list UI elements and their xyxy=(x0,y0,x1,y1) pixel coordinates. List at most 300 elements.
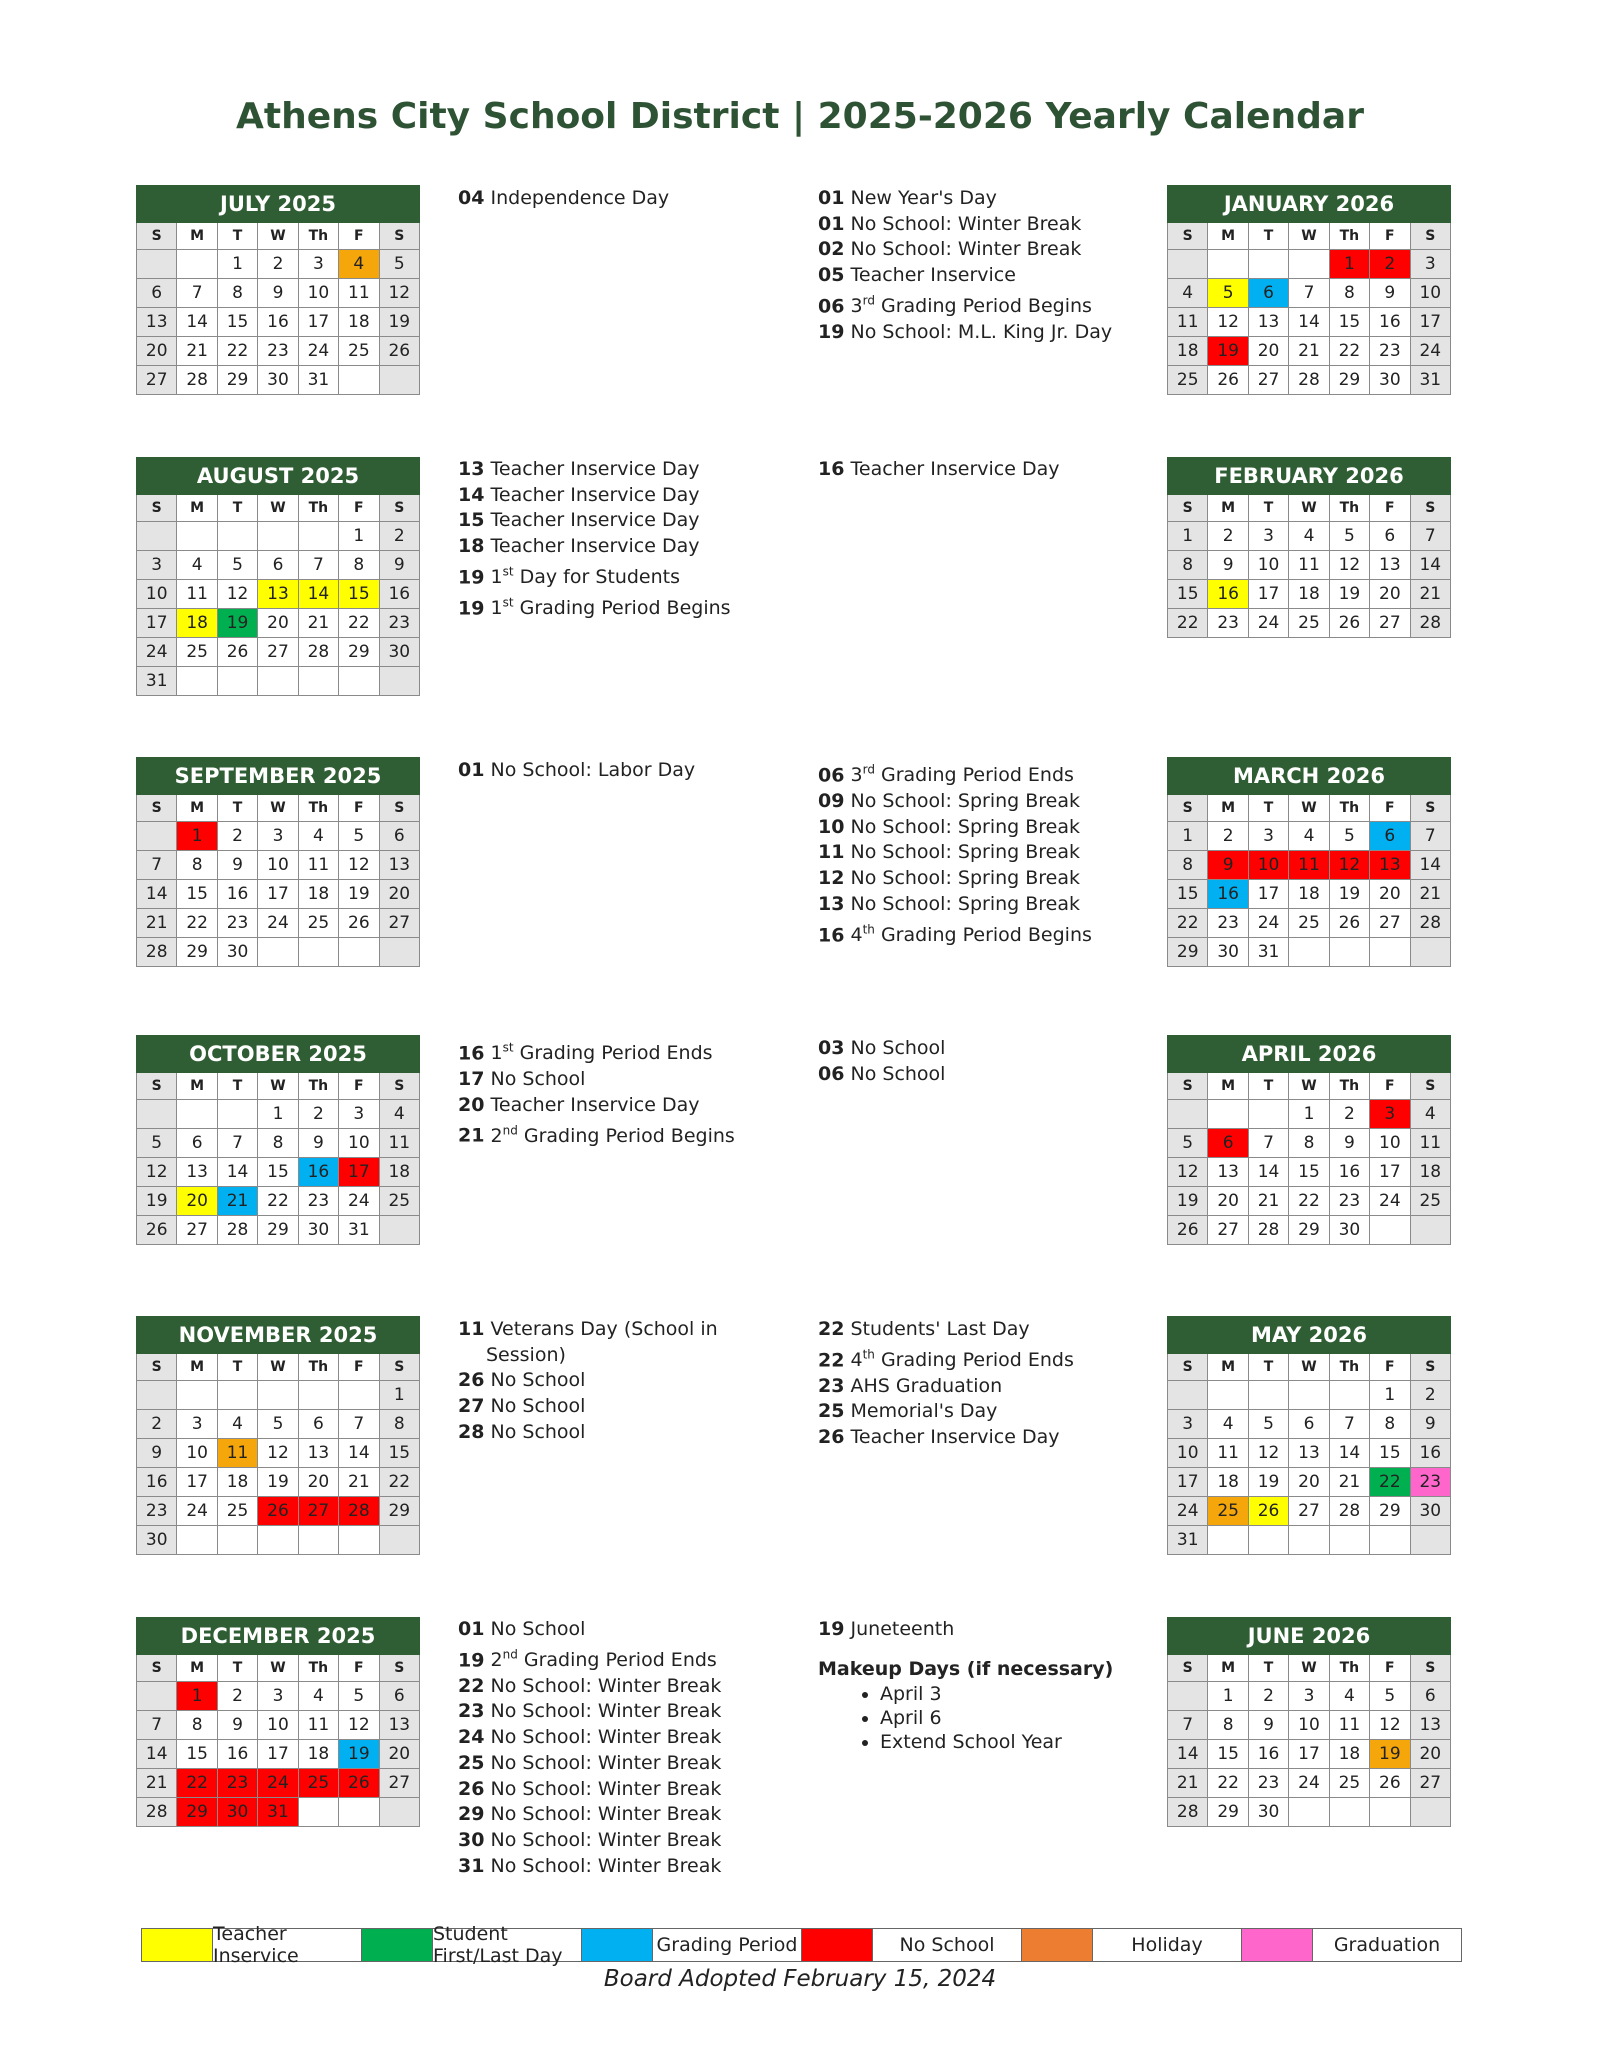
legend-label-grading-period: Grading Period xyxy=(653,1929,802,1961)
calendar-empty-cell xyxy=(1168,1682,1208,1711)
month-title: DECEMBER 2025 xyxy=(137,1618,420,1655)
calendar-day: 5 xyxy=(258,1410,298,1439)
calendar-day: 28 xyxy=(137,938,177,967)
calendar-empty-cell xyxy=(1329,938,1369,967)
weekday-header: W xyxy=(258,223,298,250)
calendar-day: 11 xyxy=(1329,1711,1369,1740)
calendar-empty-cell xyxy=(1370,1216,1410,1245)
calendar-empty-cell xyxy=(217,1100,257,1129)
event-date: 26 xyxy=(458,1369,485,1392)
calendar-empty-cell xyxy=(1208,1526,1248,1555)
event-text: New Year's Day xyxy=(850,187,997,209)
event-item xyxy=(458,1036,735,1067)
legend-label-graduation: Graduation xyxy=(1333,1934,1441,1956)
calendar-day: 19 xyxy=(339,880,379,909)
calendar-day: 5 xyxy=(339,1682,379,1711)
makeup-day-item: • April 6 xyxy=(880,1706,1113,1730)
calendar-empty-cell xyxy=(298,1526,338,1555)
calendar-day: 14 xyxy=(137,880,177,909)
calendar-day: 26 xyxy=(1248,1497,1288,1526)
calendar-day: 24 xyxy=(1289,1769,1329,1798)
calendar-day: 21 xyxy=(1329,1468,1369,1497)
calendar-day: 10 xyxy=(137,580,177,609)
calendar-day: 18 xyxy=(379,1158,419,1187)
calendar-day: 2 xyxy=(298,1100,338,1129)
calendar-day: 5 xyxy=(1248,1410,1288,1439)
legend-swatch-no-school xyxy=(802,1929,873,1961)
event-item xyxy=(818,815,1092,841)
event-date: 25 xyxy=(818,1400,845,1423)
calendar-day: 21 xyxy=(1410,880,1450,909)
event-text: No School: Winter Break xyxy=(490,1854,722,1877)
events-april xyxy=(818,1036,945,1087)
event-date: 06 xyxy=(818,764,845,787)
calendar-day: 7 xyxy=(1289,279,1329,308)
calendar-day: 13 xyxy=(1410,1711,1450,1740)
calendar-day: 10 xyxy=(258,851,298,880)
event-item xyxy=(458,1394,718,1420)
calendar-day: 31 xyxy=(1168,1526,1208,1555)
calendar-day: 17 xyxy=(1410,308,1450,337)
event-date: 19 xyxy=(818,1618,845,1640)
calendar-day: 21 xyxy=(1168,1769,1208,1798)
calendar-day: 11 xyxy=(1289,851,1329,880)
events-august xyxy=(458,457,731,622)
calendar-day: 6 xyxy=(1410,1682,1450,1711)
event-date: 14 xyxy=(458,483,485,506)
calendar-empty-cell xyxy=(339,938,379,967)
calendar-day: 26 xyxy=(258,1497,298,1526)
event-item xyxy=(818,1317,1074,1343)
calendar-day: 9 xyxy=(1248,1711,1288,1740)
calendar-empty-cell xyxy=(1168,1381,1208,1410)
calendar-day: 3 xyxy=(1248,522,1288,551)
event-date: 19 xyxy=(458,597,485,620)
calendar-day: 22 xyxy=(379,1468,419,1497)
event-item xyxy=(818,1425,1074,1451)
calendar-day: 15 xyxy=(177,880,217,909)
calendar-day: 12 xyxy=(217,580,257,609)
calendar-day: 30 xyxy=(258,366,298,395)
event-item xyxy=(458,1317,718,1343)
calendar-empty-cell xyxy=(258,1381,298,1410)
calendar-day: 8 xyxy=(177,1711,217,1740)
weekday-header: S xyxy=(379,1073,419,1100)
calendar-day: 9 xyxy=(1208,851,1248,880)
calendar-day: 8 xyxy=(1208,1711,1248,1740)
calendar-empty-cell xyxy=(1289,1381,1329,1410)
calendar-empty-cell xyxy=(298,522,338,551)
calendar-empty-cell xyxy=(1410,1798,1450,1827)
event-text: Teacher Inservice Day xyxy=(850,458,1060,480)
weekday-header: M xyxy=(1208,1655,1248,1682)
calendar-day: 17 xyxy=(1370,1158,1410,1187)
calendar-day: 30 xyxy=(298,1216,338,1245)
calendar-day: 3 xyxy=(258,1682,298,1711)
event-text: No School: Winter Break xyxy=(850,238,1082,261)
event-date: 04 xyxy=(458,187,485,209)
calendar-day: 16 xyxy=(379,580,419,609)
calendar-empty-cell xyxy=(177,1526,217,1555)
event-item xyxy=(458,1368,718,1394)
weekday-header: Th xyxy=(1329,1655,1369,1682)
event-text: Teacher Inservice Day xyxy=(490,509,700,532)
calendar-empty-cell xyxy=(1410,1216,1450,1245)
event-date: 23 xyxy=(458,1700,485,1723)
event-date: 10 xyxy=(818,815,845,838)
calendar-empty-cell xyxy=(1248,1100,1288,1129)
calendar-day: 9 xyxy=(137,1439,177,1468)
weekday-header: M xyxy=(177,495,217,522)
calendar-empty-cell xyxy=(137,822,177,851)
calendar-day: 8 xyxy=(1329,279,1369,308)
calendar-day: 2 xyxy=(1370,250,1410,279)
calendar-day: 30 xyxy=(379,638,419,667)
weekday-header: S xyxy=(379,1655,419,1682)
calendar-day: 14 xyxy=(1168,1740,1208,1769)
calendar-day: 25 xyxy=(1289,909,1329,938)
calendar-day: 25 xyxy=(298,1769,338,1798)
calendar-day: 18 xyxy=(177,609,217,638)
weekday-header: S xyxy=(1410,223,1450,250)
event-item xyxy=(458,1343,718,1369)
calendar-empty-cell xyxy=(339,1381,379,1410)
calendar-empty-cell xyxy=(217,667,257,696)
calendar-day: 6 xyxy=(1370,522,1410,551)
event-text: No School: Spring Break xyxy=(850,790,1081,813)
weekday-header: T xyxy=(1248,1073,1288,1100)
calendar-day: 19 xyxy=(217,609,257,638)
calendar-empty-cell xyxy=(177,667,217,696)
calendar-day: 9 xyxy=(1329,1129,1369,1158)
calendar-day: 24 xyxy=(137,638,177,667)
events-july xyxy=(458,186,669,212)
calendar-day: 11 xyxy=(1289,551,1329,580)
event-item xyxy=(458,1751,721,1777)
event-date: 17 xyxy=(458,1068,485,1091)
calendar-day: 23 xyxy=(258,337,298,366)
calendar-day: 12 xyxy=(1329,551,1369,580)
calendar-empty-cell xyxy=(1329,1798,1369,1827)
calendar-day: 22 xyxy=(1168,609,1208,638)
calendar-day: 14 xyxy=(1410,551,1450,580)
event-text: Teacher Inservice Day xyxy=(490,535,700,558)
event-text: No School: Winter Break xyxy=(490,1726,722,1749)
calendar-empty-cell xyxy=(1289,938,1329,967)
calendar-day: 20 xyxy=(1208,1187,1248,1216)
calendar-day: 1 xyxy=(1168,822,1208,851)
calendar-day: 23 xyxy=(1410,1468,1450,1497)
weekday-header: S xyxy=(1168,1073,1208,1100)
calendar-day: 29 xyxy=(258,1216,298,1245)
weekday-header: T xyxy=(1248,795,1288,822)
event-item xyxy=(458,1699,721,1725)
event-item xyxy=(458,508,731,534)
weekday-header: W xyxy=(258,1655,298,1682)
calendar-empty-cell xyxy=(177,250,217,279)
calendar-day: 28 xyxy=(339,1497,379,1526)
calendar-empty-cell xyxy=(1329,1526,1369,1555)
weekday-header: S xyxy=(1168,495,1208,522)
calendar-empty-cell xyxy=(1370,938,1410,967)
calendar-day: 25 xyxy=(298,909,338,938)
calendar-day: 3 xyxy=(258,822,298,851)
calendar-day: 16 xyxy=(1370,308,1410,337)
calendar-day: 6 xyxy=(1248,279,1288,308)
event-date: 06 xyxy=(818,295,845,318)
calendar-day: 4 xyxy=(1329,1682,1369,1711)
calendar-day: 22 xyxy=(177,1769,217,1798)
event-text: 4th Grading Period Begins xyxy=(850,922,1092,946)
event-text: 2nd Grading Period Ends xyxy=(490,1647,717,1672)
calendar-day: 27 xyxy=(177,1216,217,1245)
event-text: 3rd Grading Period Ends xyxy=(850,763,1074,787)
calendar-empty-cell xyxy=(379,1526,419,1555)
event-text: No School: Winter Break xyxy=(490,1674,722,1697)
calendar-day: 27 xyxy=(298,1497,338,1526)
calendar-day: 21 xyxy=(298,609,338,638)
calendar-empty-cell xyxy=(1289,1526,1329,1555)
calendar-day: 23 xyxy=(217,1769,257,1798)
calendar-day: 7 xyxy=(1329,1410,1369,1439)
calendar-empty-cell xyxy=(1168,250,1208,279)
calendar-march xyxy=(1167,757,1451,967)
event-date: 13 xyxy=(818,892,845,915)
weekday-header: M xyxy=(1208,795,1248,822)
calendar-day: 24 xyxy=(1248,909,1288,938)
calendar-day: 30 xyxy=(1208,938,1248,967)
month-title: APRIL 2026 xyxy=(1168,1036,1451,1073)
calendar-day: 21 xyxy=(177,337,217,366)
calendar-day: 1 xyxy=(1168,522,1208,551)
calendar-day: 30 xyxy=(1370,366,1410,395)
calendar-empty-cell xyxy=(137,1381,177,1410)
weekday-header: T xyxy=(217,495,257,522)
calendar-day: 14 xyxy=(1248,1158,1288,1187)
color-legend xyxy=(141,1923,1462,1967)
event-text: 4th Grading Period Ends xyxy=(850,1347,1074,1372)
calendar-day: 5 xyxy=(1329,522,1369,551)
calendar-day: 29 xyxy=(217,366,257,395)
calendar-day: 30 xyxy=(217,1798,257,1827)
calendar-day: 15 xyxy=(1168,580,1208,609)
calendar-day: 24 xyxy=(298,337,338,366)
event-text: Juneteenth xyxy=(850,1618,955,1640)
calendar-day: 3 xyxy=(1410,250,1450,279)
calendar-day: 5 xyxy=(137,1129,177,1158)
calendar-day: 5 xyxy=(339,822,379,851)
weekday-header: F xyxy=(339,795,379,822)
event-text: Students' Last Day xyxy=(850,1318,1030,1340)
calendar-day: 30 xyxy=(1329,1216,1369,1245)
calendar-empty-cell xyxy=(379,938,419,967)
calendar-day: 20 xyxy=(298,1468,338,1497)
calendar-empty-cell xyxy=(1248,1526,1288,1555)
calendar-empty-cell xyxy=(1168,1100,1208,1129)
calendar-day: 17 xyxy=(1289,1740,1329,1769)
calendar-day: 10 xyxy=(1370,1129,1410,1158)
calendar-day: 1 xyxy=(1329,250,1369,279)
calendar-day: 22 xyxy=(177,909,217,938)
event-item xyxy=(458,1802,721,1828)
calendar-day: 13 xyxy=(1208,1158,1248,1187)
event-date: 27 xyxy=(458,1395,485,1418)
calendar-day: 9 xyxy=(217,851,257,880)
calendar-day: 11 xyxy=(379,1129,419,1158)
calendar-day: 4 xyxy=(217,1410,257,1439)
calendar-day: 17 xyxy=(339,1158,379,1187)
calendar-day: 25 xyxy=(177,638,217,667)
calendar-day: 15 xyxy=(1168,880,1208,909)
weekday-header: S xyxy=(379,1354,419,1381)
calendar-day: 27 xyxy=(379,1769,419,1798)
event-text: Teacher Inservice xyxy=(850,264,1016,287)
event-text: Teacher Inservice Day xyxy=(490,483,700,506)
calendar-day: 1 xyxy=(258,1100,298,1129)
calendar-empty-cell xyxy=(137,250,177,279)
calendar-empty-cell xyxy=(217,1381,257,1410)
weekday-header: W xyxy=(1289,1354,1329,1381)
calendar-empty-cell xyxy=(137,1100,177,1129)
calendar-day: 5 xyxy=(1208,279,1248,308)
calendar-day: 9 xyxy=(258,279,298,308)
calendar-day: 10 xyxy=(177,1439,217,1468)
weekday-header: F xyxy=(339,223,379,250)
weekday-header: S xyxy=(379,495,419,522)
legend-label-teacher-inservice: Teacher Inservice xyxy=(213,1929,362,1961)
calendar-empty-cell xyxy=(298,1381,338,1410)
event-text: No School: Spring Break xyxy=(850,867,1081,890)
weekday-header: Th xyxy=(298,795,338,822)
calendar-day: 16 xyxy=(298,1158,338,1187)
calendar-day: 8 xyxy=(1168,551,1208,580)
event-text: No School: Winter Break xyxy=(850,212,1082,235)
legend-label-no-school: No School xyxy=(873,1929,1022,1961)
calendar-day: 1 xyxy=(339,522,379,551)
calendar-day: 2 xyxy=(379,522,419,551)
calendar-day: 15 xyxy=(339,580,379,609)
calendar-day: 15 xyxy=(258,1158,298,1187)
calendar-day: 9 xyxy=(1370,279,1410,308)
event-item xyxy=(818,320,1112,346)
calendar-day: 20 xyxy=(1248,337,1288,366)
weekday-header: S xyxy=(137,1073,177,1100)
event-item xyxy=(818,789,1092,815)
calendar-empty-cell xyxy=(177,1381,217,1410)
calendar-day: 17 xyxy=(258,880,298,909)
weekday-header: S xyxy=(1168,1354,1208,1381)
event-item xyxy=(818,1617,1113,1643)
calendar-day: 28 xyxy=(1329,1497,1369,1526)
weekday-header: Th xyxy=(298,1354,338,1381)
calendar-day: 23 xyxy=(1208,609,1248,638)
event-date: 22 xyxy=(818,1349,845,1372)
event-text: No School: Spring Break xyxy=(850,815,1081,838)
event-date: 19 xyxy=(818,320,845,343)
calendar-day: 14 xyxy=(217,1158,257,1187)
month-title: FEBRUARY 2026 xyxy=(1168,458,1451,495)
event-text: No School xyxy=(490,1395,586,1418)
calendar-day: 12 xyxy=(137,1158,177,1187)
event-item xyxy=(818,1343,1074,1374)
calendar-day: 2 xyxy=(1208,822,1248,851)
calendar-day: 1 xyxy=(217,250,257,279)
calendar-november xyxy=(136,1316,420,1555)
calendar-day: 30 xyxy=(1248,1798,1288,1827)
weekday-header: W xyxy=(258,795,298,822)
events-february xyxy=(818,457,1060,483)
weekday-header: M xyxy=(1208,1073,1248,1100)
event-text: No School: Winter Break xyxy=(490,1828,722,1851)
calendar-day: 1 xyxy=(1370,1381,1410,1410)
event-text: Teacher Inservice Day xyxy=(490,458,700,480)
calendar-day: 29 xyxy=(379,1497,419,1526)
calendar-day: 29 xyxy=(1208,1798,1248,1827)
legend-label-student-first-last-day: Student First/Last Day xyxy=(433,1929,582,1961)
event-item xyxy=(458,1725,721,1751)
calendar-day: 12 xyxy=(1329,851,1369,880)
event-item xyxy=(458,1854,721,1880)
calendar-day: 28 xyxy=(1289,366,1329,395)
calendar-day: 26 xyxy=(1168,1216,1208,1245)
event-item xyxy=(458,591,731,622)
calendar-day: 7 xyxy=(339,1410,379,1439)
calendar-empty-cell xyxy=(298,938,338,967)
event-item xyxy=(818,289,1112,320)
calendar-day: 25 xyxy=(217,1497,257,1526)
event-date: 18 xyxy=(458,535,485,558)
events-march xyxy=(818,758,1092,949)
calendar-day: 27 xyxy=(1410,1769,1450,1798)
calendar-day: 25 xyxy=(1410,1187,1450,1216)
weekday-header: M xyxy=(177,223,217,250)
event-text: No School xyxy=(850,1062,946,1085)
calendar-day: 2 xyxy=(217,822,257,851)
calendar-january xyxy=(1167,185,1451,395)
calendar-day: 28 xyxy=(217,1216,257,1245)
event-date: 05 xyxy=(818,264,845,287)
event-date: 29 xyxy=(458,1803,485,1826)
weekday-header: M xyxy=(1208,1354,1248,1381)
weekday-header: Th xyxy=(1329,1073,1369,1100)
calendar-day: 27 xyxy=(1370,609,1410,638)
calendar-day: 28 xyxy=(137,1798,177,1827)
calendar-day: 12 xyxy=(1248,1439,1288,1468)
calendar-empty-cell xyxy=(1248,250,1288,279)
event-date: 11 xyxy=(818,841,845,864)
calendar-day: 12 xyxy=(379,279,419,308)
calendar-day: 24 xyxy=(1248,609,1288,638)
calendar-february xyxy=(1167,457,1451,638)
event-date: 22 xyxy=(818,1318,845,1340)
calendar-empty-cell xyxy=(339,1526,379,1555)
calendar-day: 6 xyxy=(258,551,298,580)
weekday-header: W xyxy=(258,1354,298,1381)
calendar-day: 4 xyxy=(177,551,217,580)
calendar-day: 21 xyxy=(137,1769,177,1798)
calendar-day: 22 xyxy=(258,1187,298,1216)
weekday-header: S xyxy=(137,795,177,822)
calendar-day: 17 xyxy=(258,1740,298,1769)
calendar-day: 29 xyxy=(339,638,379,667)
calendar-day: 19 xyxy=(1329,880,1369,909)
calendar-day: 20 xyxy=(379,1740,419,1769)
calendar-day: 24 xyxy=(1410,337,1450,366)
calendar-day: 21 xyxy=(1248,1187,1288,1216)
event-item xyxy=(818,263,1112,289)
weekday-header: S xyxy=(137,495,177,522)
events-may xyxy=(818,1317,1074,1451)
